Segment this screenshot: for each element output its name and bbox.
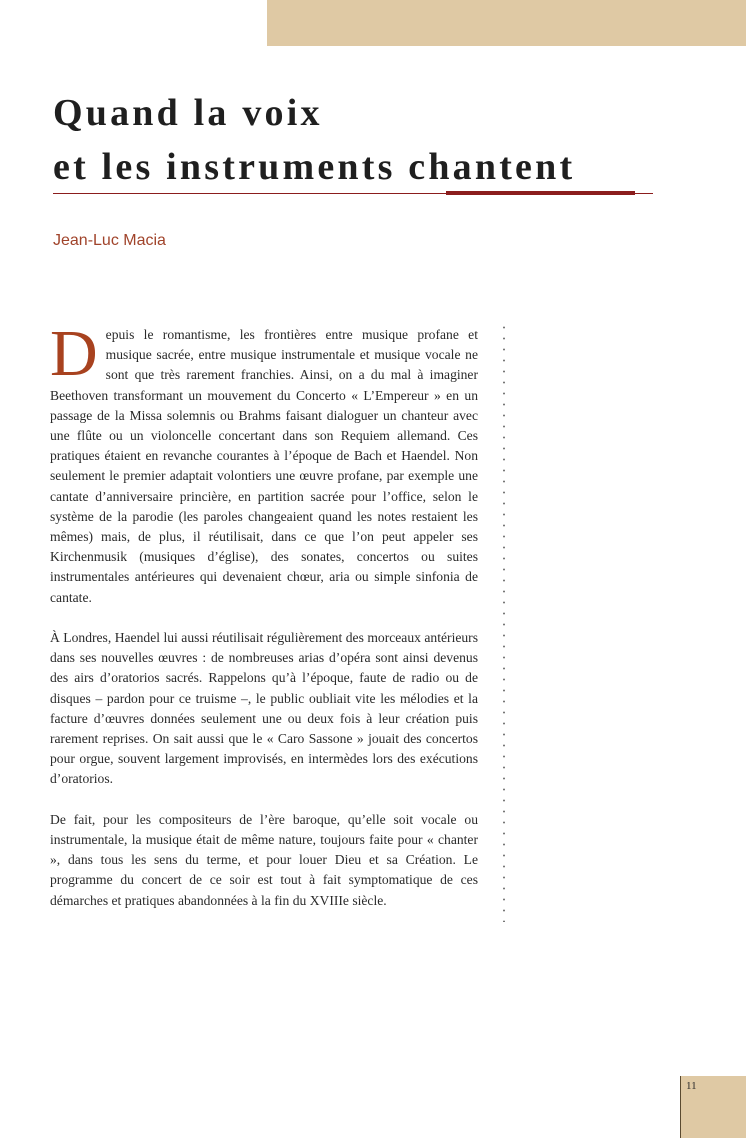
top-accent-band [267,0,746,46]
dropcap-letter: D [50,317,98,390]
title-rule-accent [446,191,635,195]
paragraph-2: À Londres, Haendel lui aussi réutilisait régulièrement des morceaux antérieurs dans ses nouvelles œuvres : de nombreuses arias d’opéra sont ainsi devenus des airs d’oratorios sacrés. Rappelons qu’à l’époque, faute de radio ou de disques – pardon pour ce truisme –, le public oubliait vite les mélodies et la facture d’œuvres données seulement une ou deux fois à leur création puis rarement reprises. On sait aussi que le « Caro Sassone » jouait des concertos pour orgue, souvent largement improvisés, en intermèdes lors des exécutions d’oratorios. [50,630,478,787]
title-line-1: Quand la voix [53,92,323,134]
title-line-2: et les instruments chantent [53,146,576,188]
dotted-column-divider [503,322,505,922]
paragraph-1-text: epuis le romantisme, les frontières entre musique profane et musique sacrée, entre musique instrumentale et musique vocale ne sont que très rarement franchies. Ainsi, on a du mal à imaginer Beethoven transformant un mouvement du Concerto « L’Empereur » en un passage de la Missa solemnis ou Brahms faisant dialoguer un chanteur avec une flûte ou un violoncelle concertant dans son Requiem allemand. Ces pratiques étaient en revanche courantes à l’époque de Bach et Haendel. Non seulement le premier adaptait volontiers une œuvre profane, par exemple une cantate d’anniversaire princière, en partition sacrée pour l’office, selon le système de la parodie (les paroles changeaient quand les notes restaient les mêmes) mais, de plus, il réutilisait, dans ce que l’on peut appeler ses Kirchenmusik (musiques d’église), des sonates, concertos ou suites instrumentales antérieures qui devenaient chœur, aria ou simple sinfonia de cantate. [50,327,478,605]
page-number: 11 [686,1080,697,1092]
paragraph-1 [50,317,478,608]
paragraph-3: De fait, pour les compositeurs de l’ère baroque, qu’elle soit vocale ou instrumentale, la musique était de même nature, toujours faite pour « chanter », dans tous les sens du terme, et pour louer Dieu et sa Création. Le programme du concert de ce soir est tout à fait symptomatique de ces démarches et pratiques abandonnées à la fin du XVIIIe siècle. [50,811,478,908]
article-title [53,86,575,194]
article-body [50,317,478,931]
page-number-separator [680,1076,681,1138]
author-name: Jean-Luc Macia [53,232,166,249]
